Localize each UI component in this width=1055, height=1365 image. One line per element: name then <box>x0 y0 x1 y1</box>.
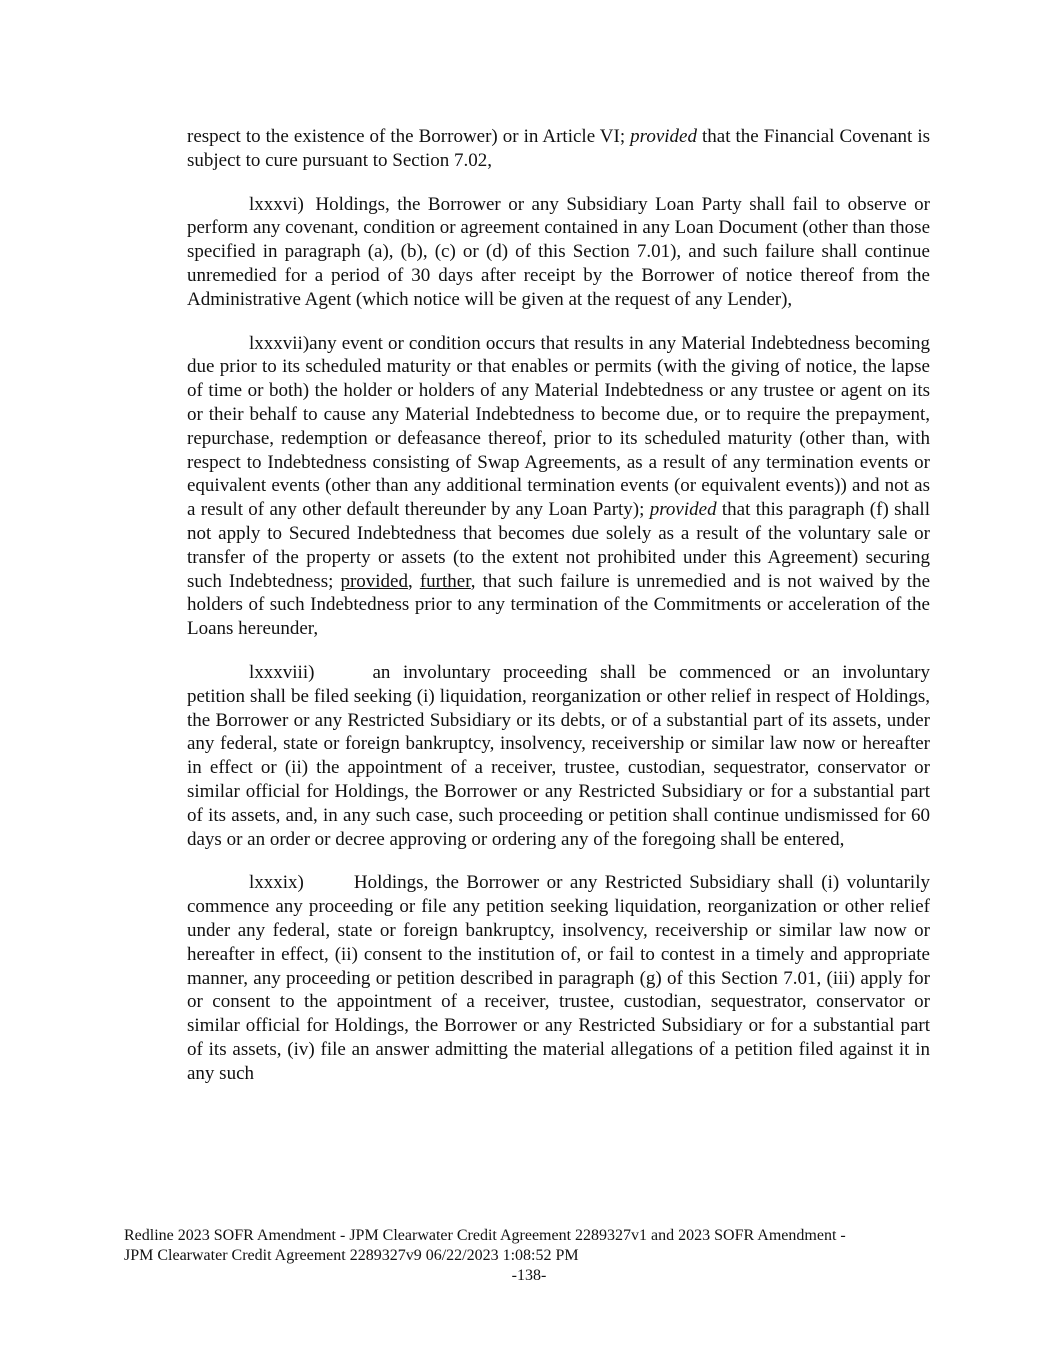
p5-text: Holdings, the Borrower or any Restricted Subsidiary shall (i) voluntarily commence any proceeding or file any petition seeking liquidation, reorganization or other relief under any federal, state or foreign bankruptcy, insolvency, receivership or similar law now or hereafter in effect, (ii) consent to the institution of, or fail to contest in a timely and appropriate manner, any proceeding or petition described in paragraph (g) of this Section 7.01, (iii) apply for or consent to the appointment of a receiver, trustee, custodian, sequestrator, conservator or similar official for Holdings, the Borrower or any Restricted Subsidiary or for a substantial part of its assets, (iv) file an answer admitting the material allegations of a petition filed against it in any such <box>187 872 930 1084</box>
p1-provided: provided <box>630 126 697 147</box>
footer-line-2: JPM Clearwater Credit Agreement 2289327v9 06/22/2023 1:08:52 PM <box>124 1247 579 1264</box>
p4-number: lxxxviii) <box>249 661 315 683</box>
p3-provided-underlined: provided <box>340 570 408 592</box>
page-footer <box>124 1226 924 1286</box>
p1-text-a: respect to the existence of the Borrower) or in Article VI; <box>187 126 631 147</box>
paragraph-g <box>187 661 930 851</box>
p3-number: lxxxvii) <box>249 332 310 354</box>
paragraph-e <box>187 193 930 312</box>
p5-number: lxxxix) <box>249 872 304 894</box>
paragraph-f <box>187 332 930 641</box>
paragraph-continuation <box>187 125 930 173</box>
page-number: -138- <box>511 1267 547 1284</box>
paragraph-h <box>187 871 930 1085</box>
document-body <box>187 125 930 1105</box>
p4-text: an involuntary proceeding shall be commenced or an involuntary petition shall be filed seeking (i) liquidation, reorganization or other relief in respect of Holdings, the Borrower or any Restricted Subsidiary or its debts, or of a substantial part of its assets, under any federal, state or foreign bankruptcy, insolvency, receivership or similar law now or hereafter in effect or (ii) the appointment of a receiver, trustee, custodian, sequestrator, conservator or similar official for Holdings, the Borrower or any Restricted Subsidiary or for a substantial part of its assets, and, in any such case, such proceeding or petition shall continue undismissed for 60 days or an order or decree approving or ordering any of the foregoing shall be entered, <box>187 661 930 850</box>
p3-text-b: that this paragraph (f) shall not apply to Secured Indebtedness that becomes due solely as a result of the voluntary sale or transfer of the property or assets (to the extent not prohibited under this Agreement) securing such Indebtedness; <box>187 499 930 592</box>
p2-number: lxxxvi) <box>249 193 304 215</box>
footer-line-1: Redline 2023 SOFR Amendment - JPM Clearwater Credit Agreement 2289327v1 and 2023 SOFR Amendment - <box>124 1227 846 1244</box>
p3-text-a: any event or condition occurs that results in any Material Indebtedness becoming due prior to its scheduled maturity or that enables or permits (with the giving of notice, the lapse of time or both) the holder or holders of any Material Indebtedness or any trustee or agent on its or their behalf to cause any Material Indebtedness to become due, or to require the prepayment, repurchase, redemption or defeasance thereof, prior to its scheduled maturity (other than, with respect to Indebtedness consisting of Swap Agreements, as a result of any termination events or equivalent events (other than any additional termination events (or equivalent events)) and not as a result of any other default thereunder by any Loan Party); <box>187 332 930 521</box>
p3-comma: , <box>408 570 420 592</box>
p3-provided: provided <box>649 499 717 521</box>
p3-text-c: , that such failure is unremedied and is not waived by the holders of such Indebtedness prior to any termination of the Commitments or acceleration of the Loans hereunder, <box>187 570 931 640</box>
p1-text-b: that the Financial Covenant is subject to cure pursuant to Section 7.02, <box>187 126 930 171</box>
p3-further-underlined: further <box>419 570 471 592</box>
p2-text: Holdings, the Borrower or any Subsidiary Loan Party shall fail to observe or perform any covenant, condition or agreement contained in any Loan Document (other than those specified in paragraph (a), (b), (c) or (d) of this Section 7.01), and such failure shall continue unremedied for a period of 30 days after receipt by the Borrower of notice thereof from the Administrative Agent (which notice will be given at the request of any Lender), <box>187 193 930 310</box>
